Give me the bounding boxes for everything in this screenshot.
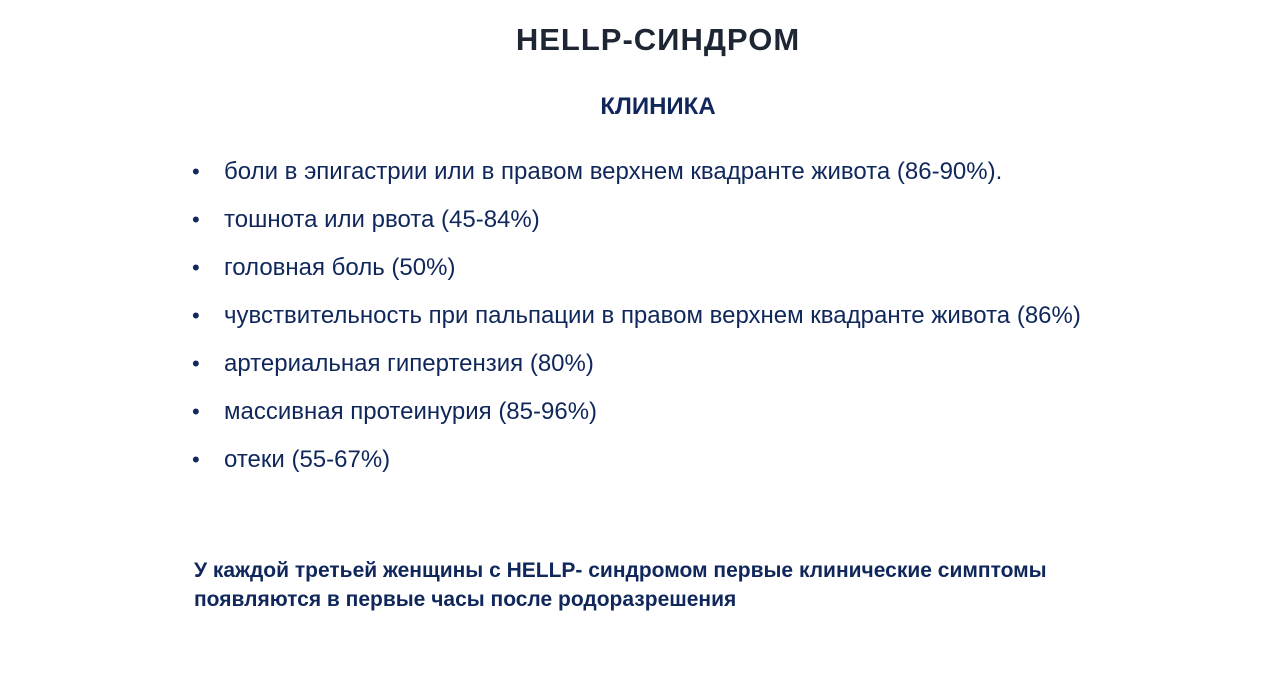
slide-title: HELLP-СИНДРОМ — [515, 22, 801, 57]
list-item — [192, 300, 1112, 332]
list-item-text: боли в эпигастрии или в правом верхнем квадранте живота (86-90%). — [224, 158, 1003, 185]
symptom-list — [192, 156, 1112, 492]
list-item-text: отеки (55-67%) — [224, 446, 391, 473]
list-item — [192, 444, 1112, 476]
slide-subtitle: КЛИНИКА — [600, 93, 716, 120]
list-item-text: чувствительность при пальпации в правом верхнем квадранте живота (86%) — [224, 302, 1081, 329]
bullet-icon: • — [192, 303, 200, 328]
list-item-text: тошнота или рвота (45-84%) — [224, 206, 540, 233]
bullet-icon: • — [192, 207, 200, 232]
bullet-icon: • — [192, 399, 200, 424]
bullet-icon: • — [192, 351, 200, 376]
bullet-icon: • — [192, 159, 200, 184]
list-item — [192, 156, 1112, 188]
list-item — [192, 204, 1112, 236]
list-item-text: артериальная гипертензия (80%) — [224, 350, 594, 377]
list-item-text: массивная протеинурия (85-96%) — [224, 398, 598, 425]
list-item — [192, 348, 1112, 380]
bullet-icon: • — [192, 447, 200, 472]
list-item — [192, 396, 1112, 428]
footnote: У каждой третьей женщины с HELLP- синдромом первые клинические симптомы появляются в первые часы после родоразрешения — [194, 559, 1047, 611]
bullet-icon: • — [192, 255, 200, 280]
list-item — [192, 252, 1112, 284]
list-item-text: головная боль (50%) — [224, 254, 456, 281]
